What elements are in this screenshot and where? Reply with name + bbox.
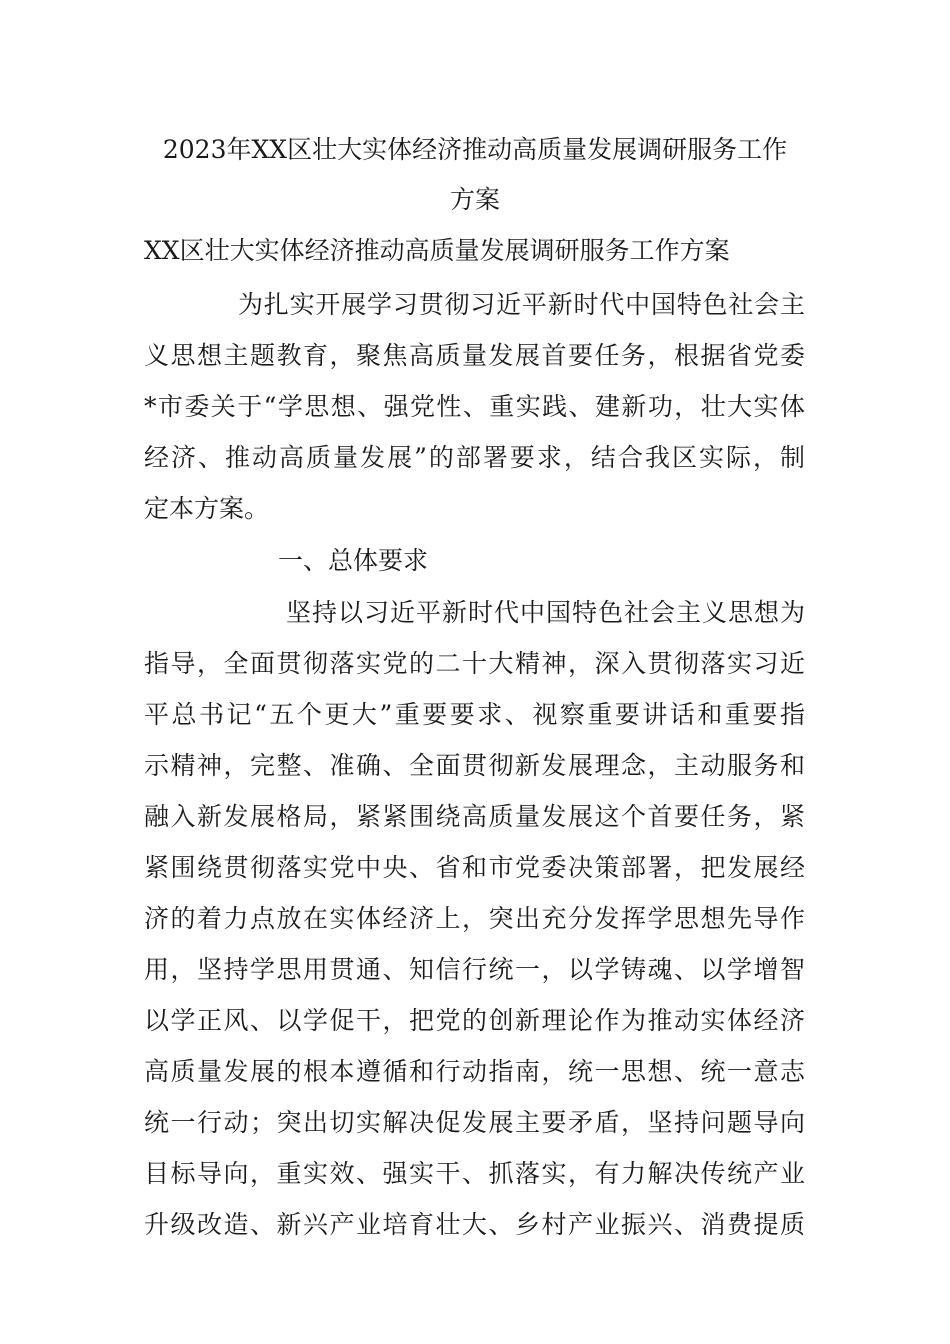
- body-line: 统一行动；突出切实解决促发展主要矛盾，坚持问题导向: [144, 1108, 805, 1137]
- body-line: 升级改造、新兴产业培育壮大、乡村产业振兴、消费提质: [144, 1210, 805, 1239]
- body-line: 以学正风、以学促干，把党的创新理论作为推动实体经济: [144, 1006, 805, 1035]
- body-line: 高质量发展的根本遵循和行动指南，统一思想、统一意志: [144, 1057, 805, 1086]
- intro-line: *市委关于“学思想、强党性、重实践、建新功，壮大实体: [144, 392, 805, 421]
- body-line: 融入新发展格局，紧紧围绕高质量发展这个首要任务，紧: [144, 802, 805, 831]
- body-line: 示精神，完整、准确、全面贯彻新发展理念，主动服务和: [144, 751, 805, 780]
- body-line: 坚持以习近平新时代中国特色社会主义思想为: [286, 598, 805, 627]
- body-line: 指导，全面贯彻落实党的二十大精神，深入贯彻落实习近: [144, 649, 805, 678]
- intro-line: 义思想主题教育，聚焦高质量发展首要任务，根据省党委: [144, 341, 805, 370]
- section-heading: 一、总体要求: [278, 546, 429, 575]
- document-title-line-2: 方案: [449, 185, 500, 214]
- intro-line: 为扎实开展学习贯彻习近平新时代中国特色社会主: [238, 290, 805, 319]
- body-line: 紧围绕贯彻落实党中央、省和市党委决策部署，把发展经: [144, 853, 805, 882]
- body-line: 平总书记“五个更大”重要要求、视察重要讲话和重要指: [144, 700, 805, 729]
- body-line: 目标导向，重实效、强实干、抓落实，有力解决传统产业: [144, 1159, 805, 1188]
- document-title-line-1: 2023年XX区壮大实体经济推动高质量发展调研服务工作: [162, 135, 788, 164]
- intro-line: 经济、推动高质量发展”的部署要求，结合我区实际，制: [144, 443, 805, 472]
- document-subtitle: XX区壮大实体经济推动高质量发展调研服务工作方案: [144, 236, 730, 265]
- intro-line: 定本方案。: [144, 494, 270, 523]
- body-line: 济的着力点放在实体经济上，突出充分发挥学思想先导作: [144, 904, 805, 933]
- body-line: 用，坚持学思用贯通、知信行统一，以学铸魂、以学增智: [144, 955, 805, 984]
